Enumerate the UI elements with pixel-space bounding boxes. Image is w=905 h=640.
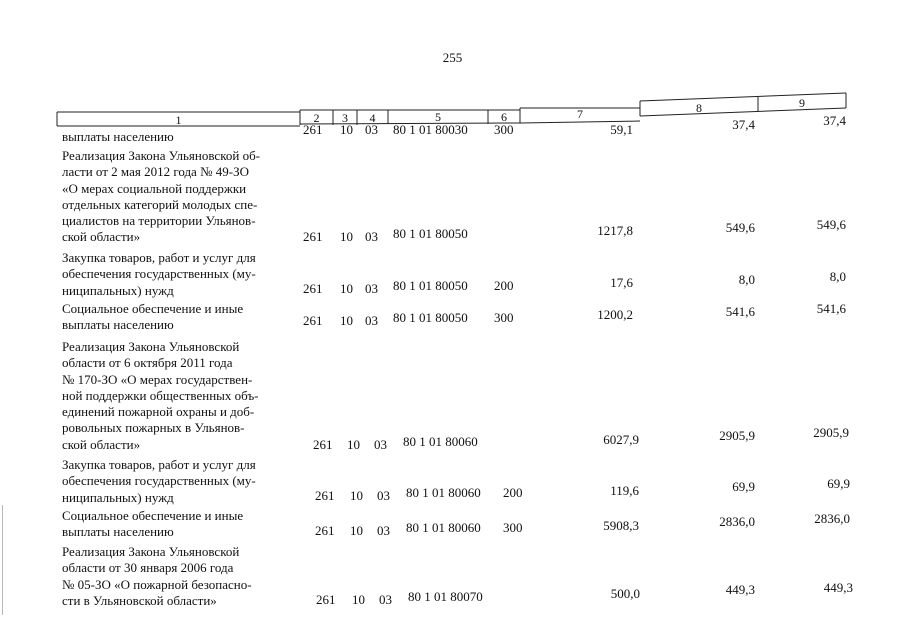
table-row — [0, 425, 905, 453]
table-row — [0, 580, 905, 608]
cell-expense-type: 300 — [494, 310, 514, 325]
cell-amount-7: 6027,9 — [603, 432, 639, 447]
cell-section: 10 — [347, 437, 360, 452]
cell-amount-8: 2836,0 — [719, 514, 755, 529]
cell-subsection: 03 — [377, 523, 390, 538]
cell-target-article: 80 1 01 80050 — [393, 310, 468, 325]
row-description: выплаты населению — [62, 129, 174, 144]
table-row — [0, 511, 905, 539]
cell-amount-8: 549,6 — [725, 220, 755, 235]
header-col-7: 7 — [577, 107, 583, 121]
cell-amount-9: 2836,0 — [814, 511, 850, 526]
table-row — [0, 217, 905, 245]
cell-amount-9: 541,6 — [816, 301, 846, 316]
header-col-3: 3 — [342, 111, 348, 125]
cell-amount-7: 1217,8 — [597, 223, 633, 238]
cell-section: 10 — [340, 229, 353, 244]
header-col-6: 6 — [501, 110, 507, 124]
cell-section: 10 — [340, 122, 353, 137]
table-row — [0, 113, 905, 138]
cell-admin-code: 261 — [313, 437, 333, 452]
cell-target-article: 80 1 01 80030 — [393, 122, 468, 137]
cell-section: 10 — [352, 592, 365, 607]
cell-admin-code: 261 — [316, 592, 336, 607]
cell-amount-7: 5908,3 — [603, 518, 639, 533]
cell-amount-7: 119,6 — [610, 483, 639, 498]
cell-admin-code: 261 — [303, 313, 323, 328]
cell-amount-9: 37,4 — [823, 113, 846, 128]
cell-target-article: 80 1 01 80060 — [403, 434, 478, 449]
row-description: Социальное обеспечение и иные выплаты населению — [62, 301, 244, 333]
cell-amount-8: 69,9 — [732, 479, 755, 494]
row-description: Закупка товаров, работ и услуг для обеспечения государственных (му- ниципальных) нужд — [62, 250, 256, 298]
cell-amount-7: 1200,2 — [597, 307, 633, 322]
header-col-8: 8 — [696, 101, 702, 115]
cell-subsection: 03 — [365, 122, 378, 137]
cell-section: 10 — [350, 488, 363, 503]
cell-admin-code: 261 — [303, 122, 323, 137]
cell-expense-type: 200 — [503, 485, 523, 500]
cell-section: 10 — [340, 313, 353, 328]
row-description: Закупка товаров, работ и услуг для обеспечения государственных (му- ниципальных) нужд — [62, 457, 256, 505]
row-description: Реализация Закона Ульяновской области от 30 января 2006 года № 05-ЗО «О пожарной безопасно- сти в Ульяновской области» — [62, 544, 252, 608]
header-col-4: 4 — [369, 111, 376, 125]
page-number: 255 — [442, 50, 463, 65]
row-description: Социальное обеспечение и иные выплаты населению — [62, 508, 244, 540]
cell-expense-type: 200 — [494, 278, 514, 293]
cell-amount-8: 37,4 — [732, 117, 755, 132]
cell-target-article: 80 1 01 80050 — [393, 278, 468, 293]
cell-amount-9: 8,0 — [829, 269, 846, 284]
cell-expense-type: 300 — [494, 122, 514, 137]
cell-subsection: 03 — [374, 437, 387, 452]
header-col-1: 1 — [175, 113, 182, 127]
cell-amount-9: 69,9 — [827, 476, 850, 491]
cell-subsection: 03 — [377, 488, 390, 503]
cell-expense-type: 300 — [503, 520, 523, 535]
cell-amount-9: 449,3 — [823, 580, 853, 595]
cell-amount-7: 500,0 — [610, 586, 640, 601]
cell-target-article: 80 1 01 80070 — [408, 589, 483, 604]
cell-subsection: 03 — [365, 313, 378, 328]
cell-amount-8: 449,3 — [725, 582, 755, 597]
cell-amount-8: 541,6 — [725, 304, 755, 319]
cell-amount-8: 2905,9 — [719, 428, 755, 443]
cell-target-article: 80 1 01 80050 — [393, 226, 468, 241]
cell-amount-9: 2905,9 — [813, 425, 849, 440]
cell-admin-code: 261 — [315, 488, 335, 503]
header-col-5: 5 — [435, 110, 441, 124]
cell-admin-code: 261 — [303, 229, 323, 244]
row-description: Реализация Закона Ульяновской области от 6 октября 2011 года № 170-ЗО «О мерах государствен- ной поддержки общественных объ- единений пожарной охраны и доб- ровольных пожарных в Ульянов- ской области» — [62, 339, 259, 452]
cell-amount-7: 17,6 — [610, 275, 633, 290]
header-col-9: 9 — [799, 96, 805, 110]
cell-section: 10 — [350, 523, 363, 538]
cell-subsection: 03 — [365, 229, 378, 244]
cell-subsection: 03 — [379, 592, 392, 607]
cell-admin-code: 261 — [303, 281, 323, 296]
cell-amount-7: 59,1 — [610, 122, 633, 137]
scan-edge-line — [2, 505, 3, 615]
cell-target-article: 80 1 01 80060 — [406, 520, 481, 535]
row-description: Реализация Закона Ульяновской об- ласти от 2 мая 2012 года № 49-ЗО «О мерах социальной поддержки отдельных категорий молодых спе- циалистов на территории Ульянов- ской области» — [62, 148, 261, 245]
cell-subsection: 03 — [365, 281, 378, 296]
cell-amount-8: 8,0 — [738, 272, 755, 287]
cell-admin-code: 261 — [315, 523, 335, 538]
cell-section: 10 — [340, 281, 353, 296]
cell-target-article: 80 1 01 80060 — [406, 485, 481, 500]
header-col-2: 2 — [313, 111, 320, 125]
table-row — [0, 301, 905, 329]
cell-amount-9: 549,6 — [816, 217, 846, 232]
